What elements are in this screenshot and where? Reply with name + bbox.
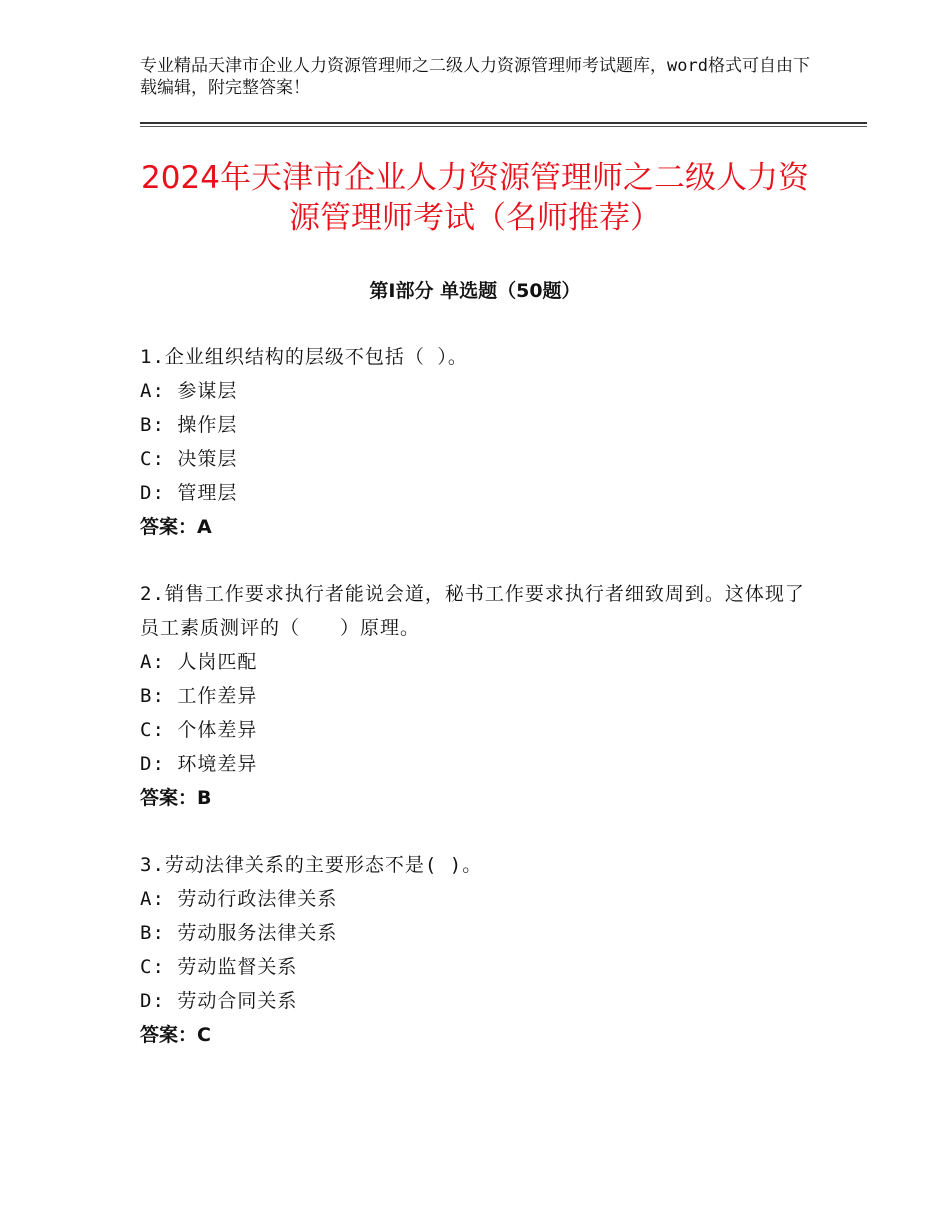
question-stem: 1.企业组织结构的层级不包括（ ）。 <box>140 346 468 368</box>
option-c: C: 决策层 <box>140 448 238 470</box>
question-list <box>140 340 820 1085</box>
answer: 答案：A <box>140 516 212 538</box>
header-note: 专业精品天津市企业人力资源管理师之二级人力资源管理师考试题库，word格式可自由下载编辑，附完整答案！ <box>140 56 810 98</box>
answer: 答案：B <box>140 787 212 809</box>
question-stem: 2.销售工作要求执行者能说会道，秘书工作要求执行者细致周到。这体现了员工素质测评的（ ）原理。 <box>140 583 805 639</box>
option-d: D: 管理层 <box>140 482 238 504</box>
section-title: 第Ⅰ部分 单选题（50题） <box>369 280 581 302</box>
question-1 <box>140 340 820 544</box>
option-c: C: 个体差异 <box>140 719 258 741</box>
option-d: D: 环境差异 <box>140 753 258 775</box>
option-b: B: 操作层 <box>140 414 238 436</box>
question-2 <box>140 577 820 815</box>
option-b: B: 工作差异 <box>140 685 258 707</box>
header-rule-thin <box>140 126 867 127</box>
option-c: C: 劳动监督关系 <box>140 956 298 978</box>
header-rule-thick <box>140 122 867 124</box>
option-a: A: 参谋层 <box>140 380 238 402</box>
option-a: A: 劳动行政法律关系 <box>140 888 338 910</box>
option-b: B: 劳动服务法律关系 <box>140 922 338 944</box>
document-title: 2024年天津市企业人力资源管理师之二级人力资源管理师考试（名师推荐） <box>141 160 809 236</box>
option-a: A: 人岗匹配 <box>140 651 258 673</box>
answer: 答案：C <box>140 1024 211 1046</box>
question-3 <box>140 848 820 1052</box>
question-stem: 3.劳动法律关系的主要形态不是( )。 <box>140 854 483 876</box>
option-d: D: 劳动合同关系 <box>140 990 298 1012</box>
